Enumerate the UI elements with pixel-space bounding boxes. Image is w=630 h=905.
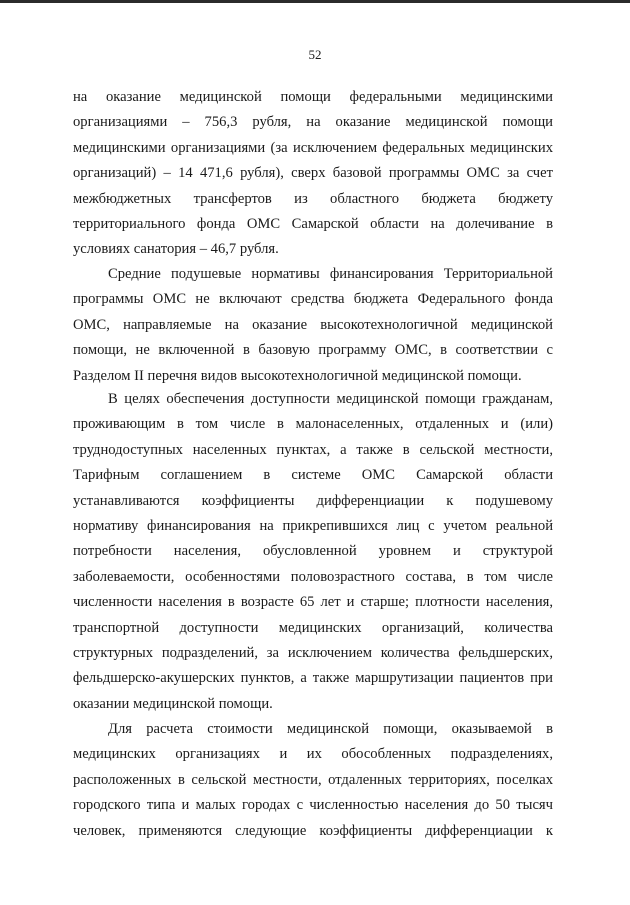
text-line: Средние подушевые нормативы финансирования Территориальной <box>108 266 553 282</box>
page-number: 52 <box>308 47 322 62</box>
text-line: труднодоступных населенных пунктах, а также в сельской местности, <box>73 441 553 458</box>
paragraph-4 <box>73 717 553 844</box>
text-line: фельдшерско-акушерских пунктов, а также маршрутизации пациентов при <box>73 670 553 687</box>
text-line: проживающим в том числе в малонаселенных, отдаленных и (или) <box>73 416 553 433</box>
text-line: нормативу финансирования на прикрепившихся лиц с учетом реальной <box>73 517 553 534</box>
text-line: условиях санатория – 46,7 рубля. <box>73 241 279 258</box>
text-line: медицинских организациях и их обособленных подразделениях, <box>73 746 553 763</box>
text-line: на оказание медицинской помощи федеральными медицинскими <box>73 89 553 105</box>
text-line: структурных подразделений, за исключением количества фельдшерских, <box>73 644 553 661</box>
text-line: Разделом II перечня видов высокотехнологичной медицинской помощи. <box>73 367 522 384</box>
text-line: Тарифным соглашением в системе ОМС Самарской области <box>73 467 553 484</box>
text-line: территориального фонда ОМС Самарской области на долечивание в <box>73 215 553 232</box>
text-line: устанавливаются коэффициенты дифференциации к подушевому <box>73 492 553 509</box>
text-line: ОМС, направляемые на оказание высокотехнологичной медицинской <box>73 316 553 333</box>
text-line: В целях обеспечения доступности медицинской помощи гражданам, <box>108 391 553 407</box>
text-line: транспортной доступности медицинских организаций, количества <box>73 619 553 636</box>
text-line: организациями – 756,3 рубля, на оказание медицинской помощи <box>73 114 553 131</box>
text-line: заболеваемости, особенностями половозрастного состава, в том числе <box>73 568 553 585</box>
text-line: медицинскими организациями (за исключением федеральных медицинских <box>73 139 553 156</box>
paragraph-1 <box>73 85 553 263</box>
paragraph-2 <box>73 262 553 389</box>
text-line: численности населения в возрасте 65 лет и старше; плотности населения, <box>73 594 553 611</box>
text-line: программы ОМС не включают средства бюджета Федерального фонда <box>73 291 553 308</box>
scan-top-border <box>0 0 630 3</box>
text-line: человек, применяются следующие коэффициенты дифференциации к <box>73 822 553 839</box>
text-line: организаций) – 14 471,6 рубля), сверх базовой программы ОМС за счет <box>73 165 553 182</box>
text-line: межбюджетных трансфертов из областного бюджета бюджету <box>73 190 553 207</box>
text-line: помощи, не включенной в базовую программу ОМС, в соответствии с <box>73 342 553 359</box>
text-line: расположенных в сельской местности, отдаленных территориях, поселках <box>73 771 553 788</box>
text-line: Для расчета стоимости медицинской помощи, оказываемой в <box>108 721 553 737</box>
text-line: оказании медицинской помощи. <box>73 695 273 712</box>
text-line: потребности населения, обусловленной уровнем и структурой <box>73 543 553 560</box>
text-line: городского типа и малых городах с численностью населения до 50 тысяч <box>73 797 553 814</box>
paragraph-3 <box>73 387 553 717</box>
